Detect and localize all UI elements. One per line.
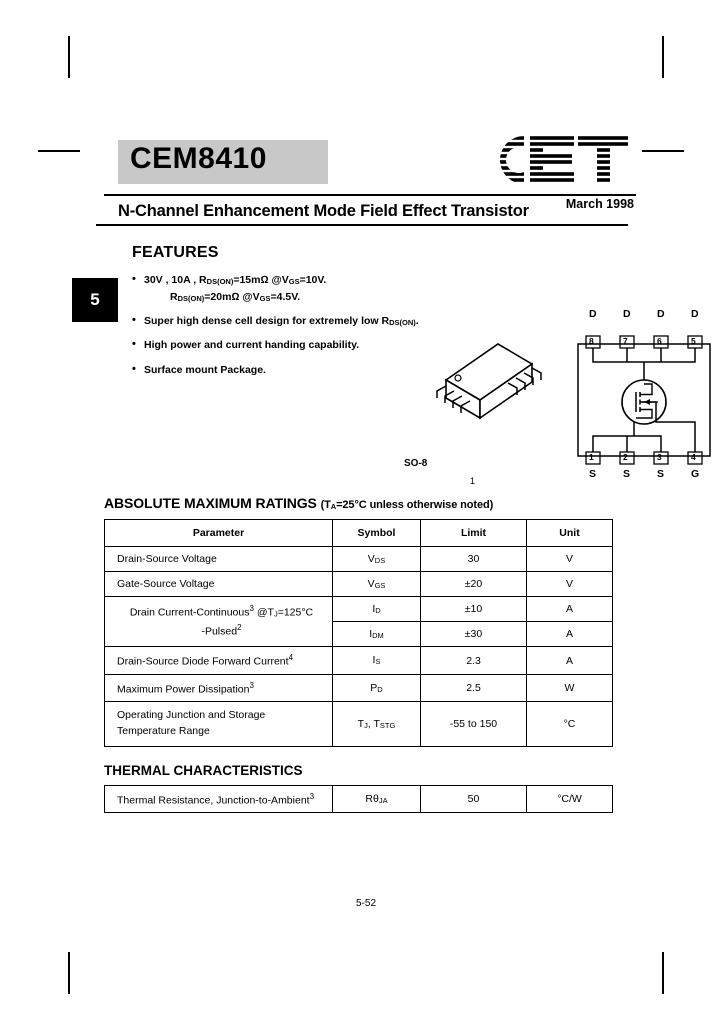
pin-number-7: 7 [623, 336, 628, 346]
table-row [105, 597, 613, 622]
pin-label-g: G [691, 468, 700, 480]
table-header-row [105, 519, 613, 546]
abs-max-note [321, 499, 494, 511]
row-3-unit: A [527, 622, 613, 647]
thermal-symbol [333, 785, 421, 813]
subtitle-rule [96, 224, 628, 226]
row-2-parameter-line2: -Pulsed [201, 625, 238, 638]
feature-1-second-after1: =20m [204, 291, 232, 304]
column-header-unit: Unit [527, 519, 613, 546]
abs-max-note-sub: A [330, 501, 337, 511]
pin-number-2: 2 [623, 452, 628, 462]
row-3-limit: ±30 [421, 622, 527, 647]
row-4-symbol-sub: S [375, 657, 381, 667]
thermal-unit: °C/W [527, 785, 613, 813]
row-4-symbol [333, 647, 421, 675]
table-row [105, 546, 613, 571]
row-6-symbol-tail: , T [367, 717, 380, 730]
crop-mark-top-left [68, 36, 70, 78]
row-5-unit: W [527, 674, 613, 702]
feature-item-1 [132, 274, 432, 304]
abs-max-note-a: (T [320, 498, 331, 511]
row-4-parameter-sup: 4 [288, 653, 294, 663]
row-2-limit: ±10 [421, 597, 527, 622]
row-5-parameter-sup: 3 [249, 680, 254, 690]
row-3-symbol-sub: DM [372, 631, 384, 641]
row-2-symbol-main: I [372, 603, 376, 615]
thermal-limit: 50 [421, 785, 527, 813]
pin-label-s-2: S [623, 468, 631, 480]
row-2-parameter-sup: 3 [249, 604, 254, 614]
feature-item-2 [132, 315, 432, 328]
crop-mark-bottom-left [68, 952, 70, 994]
thermal-heading: THERMAL CHARACTERISTICS [104, 762, 303, 778]
column-header-limit: Limit [421, 519, 527, 546]
row-2-parameter-line2-sup: 2 [237, 622, 242, 632]
pin-number-1: 1 [589, 452, 594, 462]
abs-max-note-deg: °C [354, 498, 367, 511]
row-2-parameter-sub: J [273, 610, 278, 619]
feature-1-after3: =10V. [299, 274, 327, 286]
thermal-parameter-text: Thermal Resistance, Junction-to-Ambient [117, 794, 310, 807]
part-number: CEM8410 [130, 142, 267, 175]
thermal-table [104, 785, 613, 814]
row-6-unit: °C [527, 702, 613, 747]
thermal-parameter [105, 785, 333, 813]
feature-1-second-after3: =4.5V. [270, 291, 301, 304]
row-4-parameter [105, 647, 333, 675]
row-0-limit: 30 [421, 546, 527, 571]
row-0-parameter: Drain-Source Voltage [105, 546, 333, 571]
row-1-parameter: Gate-Source Voltage [105, 571, 333, 596]
so8-label: SO-8 [404, 458, 428, 469]
crop-mark-right-upper [642, 150, 684, 152]
thermal-parameter-sup: 3 [309, 791, 315, 801]
row-2-parameter [105, 597, 333, 647]
ohm-symbol-2: Ω [231, 291, 240, 304]
pin-number-5: 5 [691, 336, 696, 346]
row-1-symbol-main: V [367, 577, 375, 590]
package-graphics [396, 310, 720, 500]
feature-2-text-a: Super high dense cell design for extremely low R [144, 315, 390, 328]
pin-label-d-2: D [623, 308, 631, 320]
pin-number-4: 4 [691, 452, 696, 462]
pinout-schematic [564, 308, 720, 493]
date-bar [104, 194, 636, 211]
table-row [105, 647, 613, 675]
row-4-unit: A [527, 647, 613, 675]
section-tab: 5 [72, 278, 118, 322]
feature-item-3: • High power and current handing capability. [132, 339, 432, 352]
feature-item-4: • Surface mount Package. [132, 364, 432, 377]
feature-2-sub: DS(ON) [389, 318, 416, 328]
abs-max-note-b: =25 [336, 498, 355, 511]
abs-max-note-c: unless otherwise noted) [366, 498, 494, 511]
row-6-symbol-sub2: STG [379, 721, 396, 731]
feature-1-after2: @V [268, 274, 289, 286]
row-2-parameter-deg: °C [301, 606, 314, 619]
row-2-unit: A [527, 597, 613, 622]
thermal-symbol-sub: JA [378, 796, 388, 806]
row-2-symbol [333, 597, 421, 622]
row-6-symbol-sub: J [364, 721, 368, 731]
document-subtitle: N-Channel Enhancement Mode Field Effect Transistor [118, 202, 529, 220]
row-1-symbol [333, 571, 421, 596]
column-header-symbol: Symbol [333, 519, 421, 546]
pin-label-d-3: D [657, 308, 665, 320]
row-3-symbol [333, 622, 421, 647]
row-5-symbol-main: P [370, 681, 378, 694]
crop-mark-left-upper [38, 150, 80, 152]
publication-date: March 1998 [565, 197, 634, 211]
row-1-unit: V [527, 571, 613, 596]
row-5-parameter-text: Maximum Power Dissipation [117, 683, 250, 696]
feature-1-second-after2: @V [239, 291, 260, 304]
feature-2-text-b: . [415, 315, 419, 328]
row-6-limit: -55 to 150 [421, 702, 527, 747]
row-6-symbol [333, 702, 421, 747]
row-1-limit: ±20 [421, 571, 527, 596]
row-0-symbol-main: V [367, 552, 375, 565]
row-5-symbol [333, 674, 421, 702]
feature-1-main: 30V , 10A , R [144, 274, 207, 286]
thermal-symbol-main: R [365, 792, 373, 805]
ohm-symbol-1: Ω [260, 274, 269, 286]
row-5-symbol-sub: D [377, 685, 383, 695]
row-4-parameter-text: Drain-Source Diode Forward Current [117, 655, 289, 668]
cet-logo [482, 132, 630, 188]
row-1-symbol-sub: GS [374, 581, 386, 590]
table-row [105, 571, 613, 596]
row-3-symbol-main: I [369, 628, 373, 641]
row-2-parameter-tail2: =125 [277, 606, 302, 619]
abs-max-table [104, 519, 613, 747]
row-0-symbol [333, 546, 421, 571]
feature-1-after1: =15m [233, 274, 261, 286]
table-row [105, 674, 613, 702]
row-6-symbol-main: T [357, 717, 365, 730]
features-heading: FEATURES [132, 244, 219, 261]
thermal-symbol-theta: θ [372, 792, 379, 805]
features-list [132, 274, 432, 377]
row-0-symbol-sub: DS [374, 555, 386, 565]
row-5-parameter [105, 674, 333, 702]
abs-max-heading-text: ABSOLUTE MAXIMUM RATINGS [104, 494, 317, 511]
pin-number-6: 6 [657, 336, 662, 346]
row-2-parameter-tail: @T [253, 606, 274, 619]
feature-1-second-sub1: DS(ON) [177, 294, 205, 304]
row-6-parameter [105, 702, 333, 747]
row-2-parameter-text: Drain Current-Continuous [129, 606, 250, 619]
row-6-parameter-line2: Temperature Range [117, 725, 210, 737]
so8-pin1-label: 1 [470, 476, 476, 486]
pin-label-d-4: D [691, 308, 699, 320]
feature-1-sub1: DS(ON) [206, 277, 234, 287]
feature-1-sub2: GS [288, 277, 300, 287]
feature-1-second-sub2: GS [259, 294, 271, 304]
table-row [105, 702, 613, 747]
datasheet-page [96, 120, 700, 909]
row-0-unit: V [527, 546, 613, 571]
pin-label-d-1: D [589, 308, 597, 320]
pin-label-s-3: S [657, 468, 665, 480]
row-4-limit: 2.3 [421, 647, 527, 675]
column-header-parameter: Parameter [105, 519, 333, 546]
row-6-parameter-line1: Operating Junction and Storage [117, 709, 266, 722]
row-2-symbol-sub: D [375, 606, 381, 616]
row-4-symbol-main: I [372, 654, 376, 667]
crop-mark-top-right [662, 36, 664, 78]
page-footer: 5-52 [355, 898, 376, 909]
table-row [105, 785, 613, 813]
feature-1-second: R [170, 291, 178, 304]
pin-number-3: 3 [657, 452, 662, 462]
so8-package-drawing [410, 320, 550, 470]
feature-1-secondline [144, 291, 432, 304]
crop-mark-bottom-right [662, 952, 664, 994]
row-5-limit: 2.5 [421, 674, 527, 702]
pin-label-s-1: S [589, 468, 597, 480]
pin-number-8: 8 [589, 336, 594, 346]
